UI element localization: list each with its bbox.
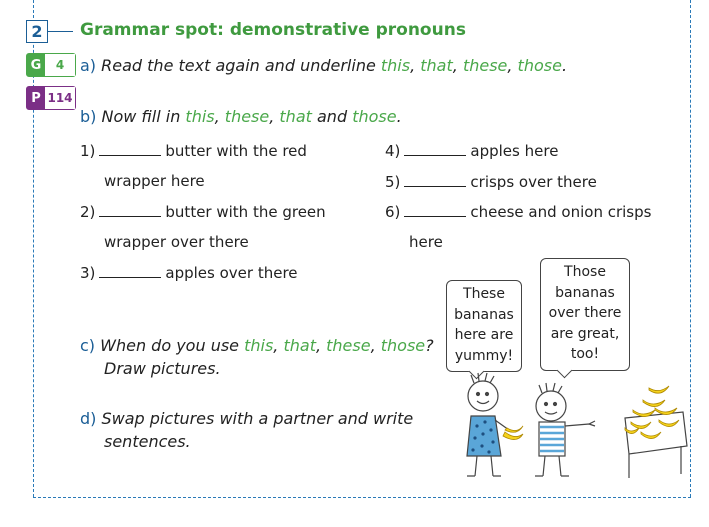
answer-blank-4[interactable] xyxy=(404,141,466,156)
item-number: 2) xyxy=(80,203,96,221)
boy-figure-icon xyxy=(535,383,595,476)
girl-figure-icon xyxy=(467,373,509,476)
practice-reference-badge[interactable] xyxy=(26,86,76,110)
task-d-line2: sentences. xyxy=(104,432,191,451)
word-those: those xyxy=(352,107,397,126)
item-text: apples over there xyxy=(165,264,298,282)
word-those: those xyxy=(380,336,426,355)
speech-bubble-left xyxy=(446,280,522,372)
word-those: those xyxy=(517,56,562,75)
item-4 xyxy=(385,141,558,160)
word-this: this xyxy=(244,336,274,355)
exercise-title: Grammar spot: demonstrative pronouns xyxy=(80,20,466,40)
item-2-continued: wrapper over there xyxy=(104,233,249,251)
task-b-text: Now fill in xyxy=(101,107,186,126)
item-number: 5) xyxy=(385,173,401,191)
item-number: 3) xyxy=(80,264,96,282)
comma: , xyxy=(269,107,280,126)
item-text: butter with the green xyxy=(165,203,326,221)
bubble-line: too! xyxy=(570,346,600,362)
item-text: apples here xyxy=(470,142,559,160)
task-d-letter: d) xyxy=(80,409,97,428)
item-5 xyxy=(385,172,597,191)
item-1 xyxy=(80,141,307,160)
answer-blank-1[interactable] xyxy=(99,141,161,156)
item-text: cheese and onion crisps xyxy=(470,203,652,221)
kids-with-bananas-illustration xyxy=(455,370,695,492)
item-text: crisps over there xyxy=(470,173,597,191)
period: . xyxy=(396,107,402,126)
comma: , xyxy=(315,336,327,355)
item-number: 6) xyxy=(385,203,401,221)
speech-bubble-right xyxy=(540,258,630,371)
word-these: these xyxy=(462,56,508,75)
bubble-line: bananas xyxy=(454,306,514,323)
item-number: 4) xyxy=(385,142,401,160)
item-number: 1) xyxy=(80,142,96,160)
comma: , xyxy=(452,56,463,75)
task-d xyxy=(80,409,413,428)
bubble-line: yummy! xyxy=(454,347,514,364)
bubble-line: over there xyxy=(548,305,622,321)
bubble-line: are great, xyxy=(550,325,620,342)
word-that: that xyxy=(283,336,316,355)
bubble-line: These xyxy=(463,286,505,302)
answer-blank-2[interactable] xyxy=(99,202,161,217)
exercise-number: 2 xyxy=(26,20,48,43)
word-and: and xyxy=(311,107,353,126)
word-these: these xyxy=(326,336,371,355)
word-that: that xyxy=(420,56,453,75)
task-a-letter: a) xyxy=(80,56,97,75)
comma: , xyxy=(507,56,518,75)
bubble-line: here are xyxy=(454,327,514,343)
task-d-text: Swap pictures with a partner and write xyxy=(101,409,414,428)
grammar-badge-number: 4 xyxy=(45,54,75,76)
comma: , xyxy=(214,107,225,126)
item-6-continued: here xyxy=(409,233,443,251)
word-this: this xyxy=(380,56,411,75)
item-text: butter with the red xyxy=(165,142,307,160)
item-6 xyxy=(385,202,651,221)
comma: , xyxy=(370,336,381,355)
task-a-text: Read the text again and underline xyxy=(101,56,381,75)
item-3 xyxy=(80,263,298,282)
task-c xyxy=(80,336,434,355)
answer-blank-6[interactable] xyxy=(404,202,466,217)
task-c-text: When do you use xyxy=(100,336,245,355)
bubble-line: Those xyxy=(564,264,606,280)
grammar-badge-letter: G xyxy=(27,54,45,76)
practice-badge-letter: P xyxy=(27,87,45,109)
item-2 xyxy=(80,202,326,221)
frame-bottom-border xyxy=(33,497,691,498)
answer-blank-5[interactable] xyxy=(404,172,466,187)
practice-badge-number: 114 xyxy=(45,87,75,109)
question-mark: ? xyxy=(425,336,434,355)
word-this: this xyxy=(185,107,215,126)
task-c-line2: Draw pictures. xyxy=(104,359,221,378)
bubble-line: bananas xyxy=(555,284,615,301)
period: . xyxy=(561,56,568,75)
task-a xyxy=(80,56,567,75)
answer-blank-3[interactable] xyxy=(99,263,161,278)
word-that: that xyxy=(279,107,312,126)
grammar-reference-badge[interactable] xyxy=(26,53,76,77)
word-these: these xyxy=(224,107,270,126)
exercise-connector-line xyxy=(48,31,73,32)
comma: , xyxy=(273,336,284,355)
task-c-letter: c) xyxy=(80,336,96,355)
task-b-letter: b) xyxy=(80,107,97,126)
comma: , xyxy=(410,56,421,75)
item-1-continued: wrapper here xyxy=(104,172,205,190)
task-b xyxy=(80,107,402,126)
